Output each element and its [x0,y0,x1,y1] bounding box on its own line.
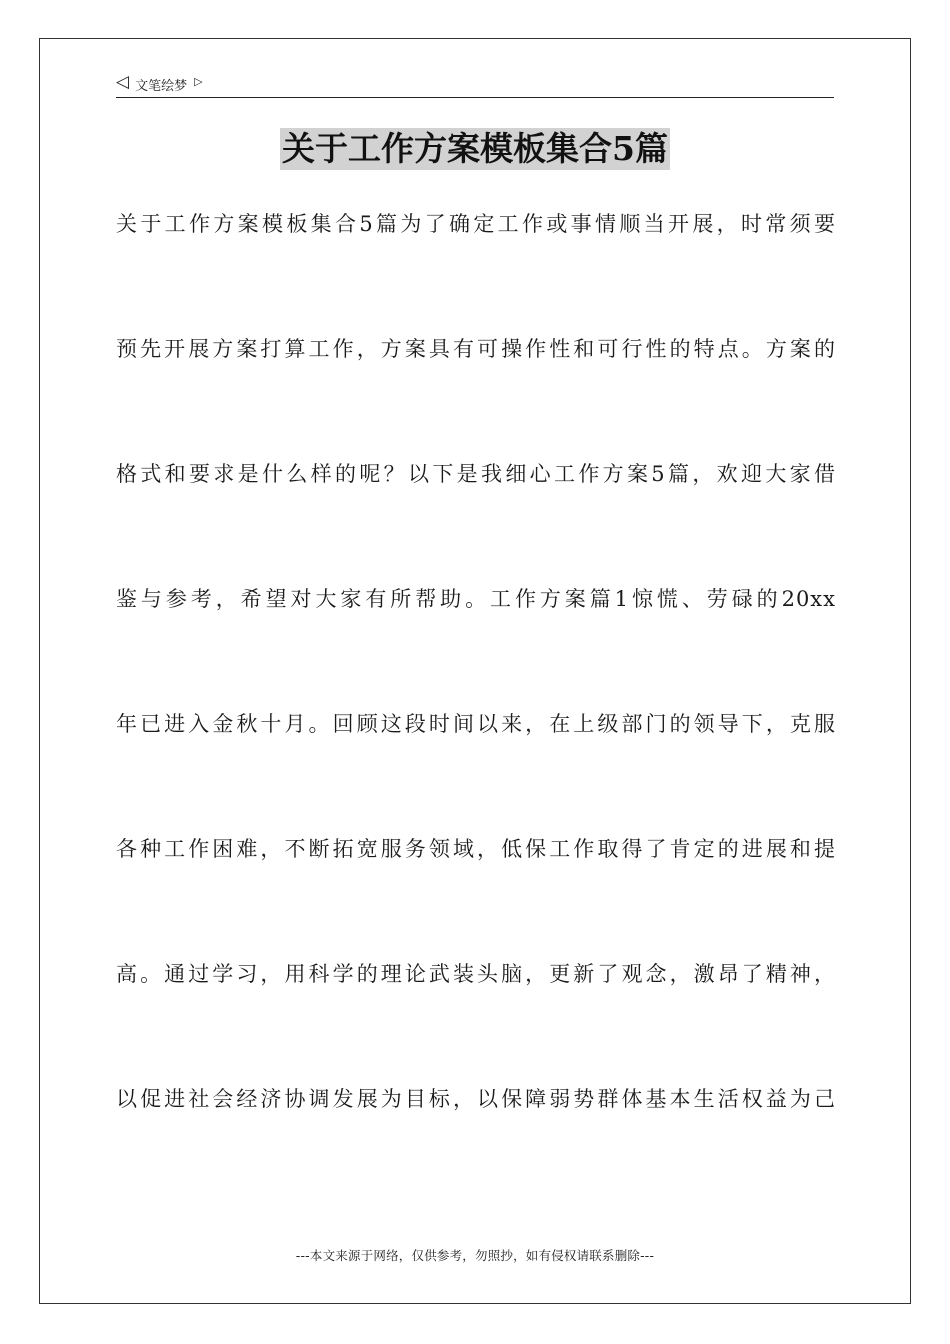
page-header [116,72,834,98]
body-line: 格式和要求是什么样的呢？以下是我细心工作方案5篇，欢迎大家借 [116,462,836,486]
right-triangle-icon: ▷ [194,75,203,88]
left-triangle-icon: ◁ [116,72,130,92]
body-line: 高。通过学习，用科学的理论武装头脑，更新了观念，激昂了精神， [116,962,836,986]
body-line: 各种工作困难，不断拓宽服务领域，低保工作取得了肯定的进展和提 [116,837,836,861]
document-title: 关于工作方案模板集合5篇 [282,129,668,168]
header-label: 文笔绘梦 [135,79,188,94]
body-line: 鉴与参考，希望对大家有所帮助。工作方案篇1惊慌、劳碌的20xx [116,587,836,611]
document-body [116,200,836,1200]
body-line: 年已进入金秋十月。回顾这段时间以来，在上级部门的领导下，克服 [116,712,836,736]
page-footer: ---本文来源于网络，仅供参考，勿照抄，如有侵权请联系删除--- [295,1248,655,1263]
body-line: 关于工作方案模板集合5篇为了确定工作或事情顺当开展，时常须要 [116,212,836,236]
body-line: 以促进社会经济协调发展为目标，以保障弱势群体基本生活权益为己 [116,1087,836,1111]
title-container [0,128,950,170]
body-line: 预先开展方案打算工作，方案具有可操作性和可行性的特点。方案的 [116,337,836,361]
